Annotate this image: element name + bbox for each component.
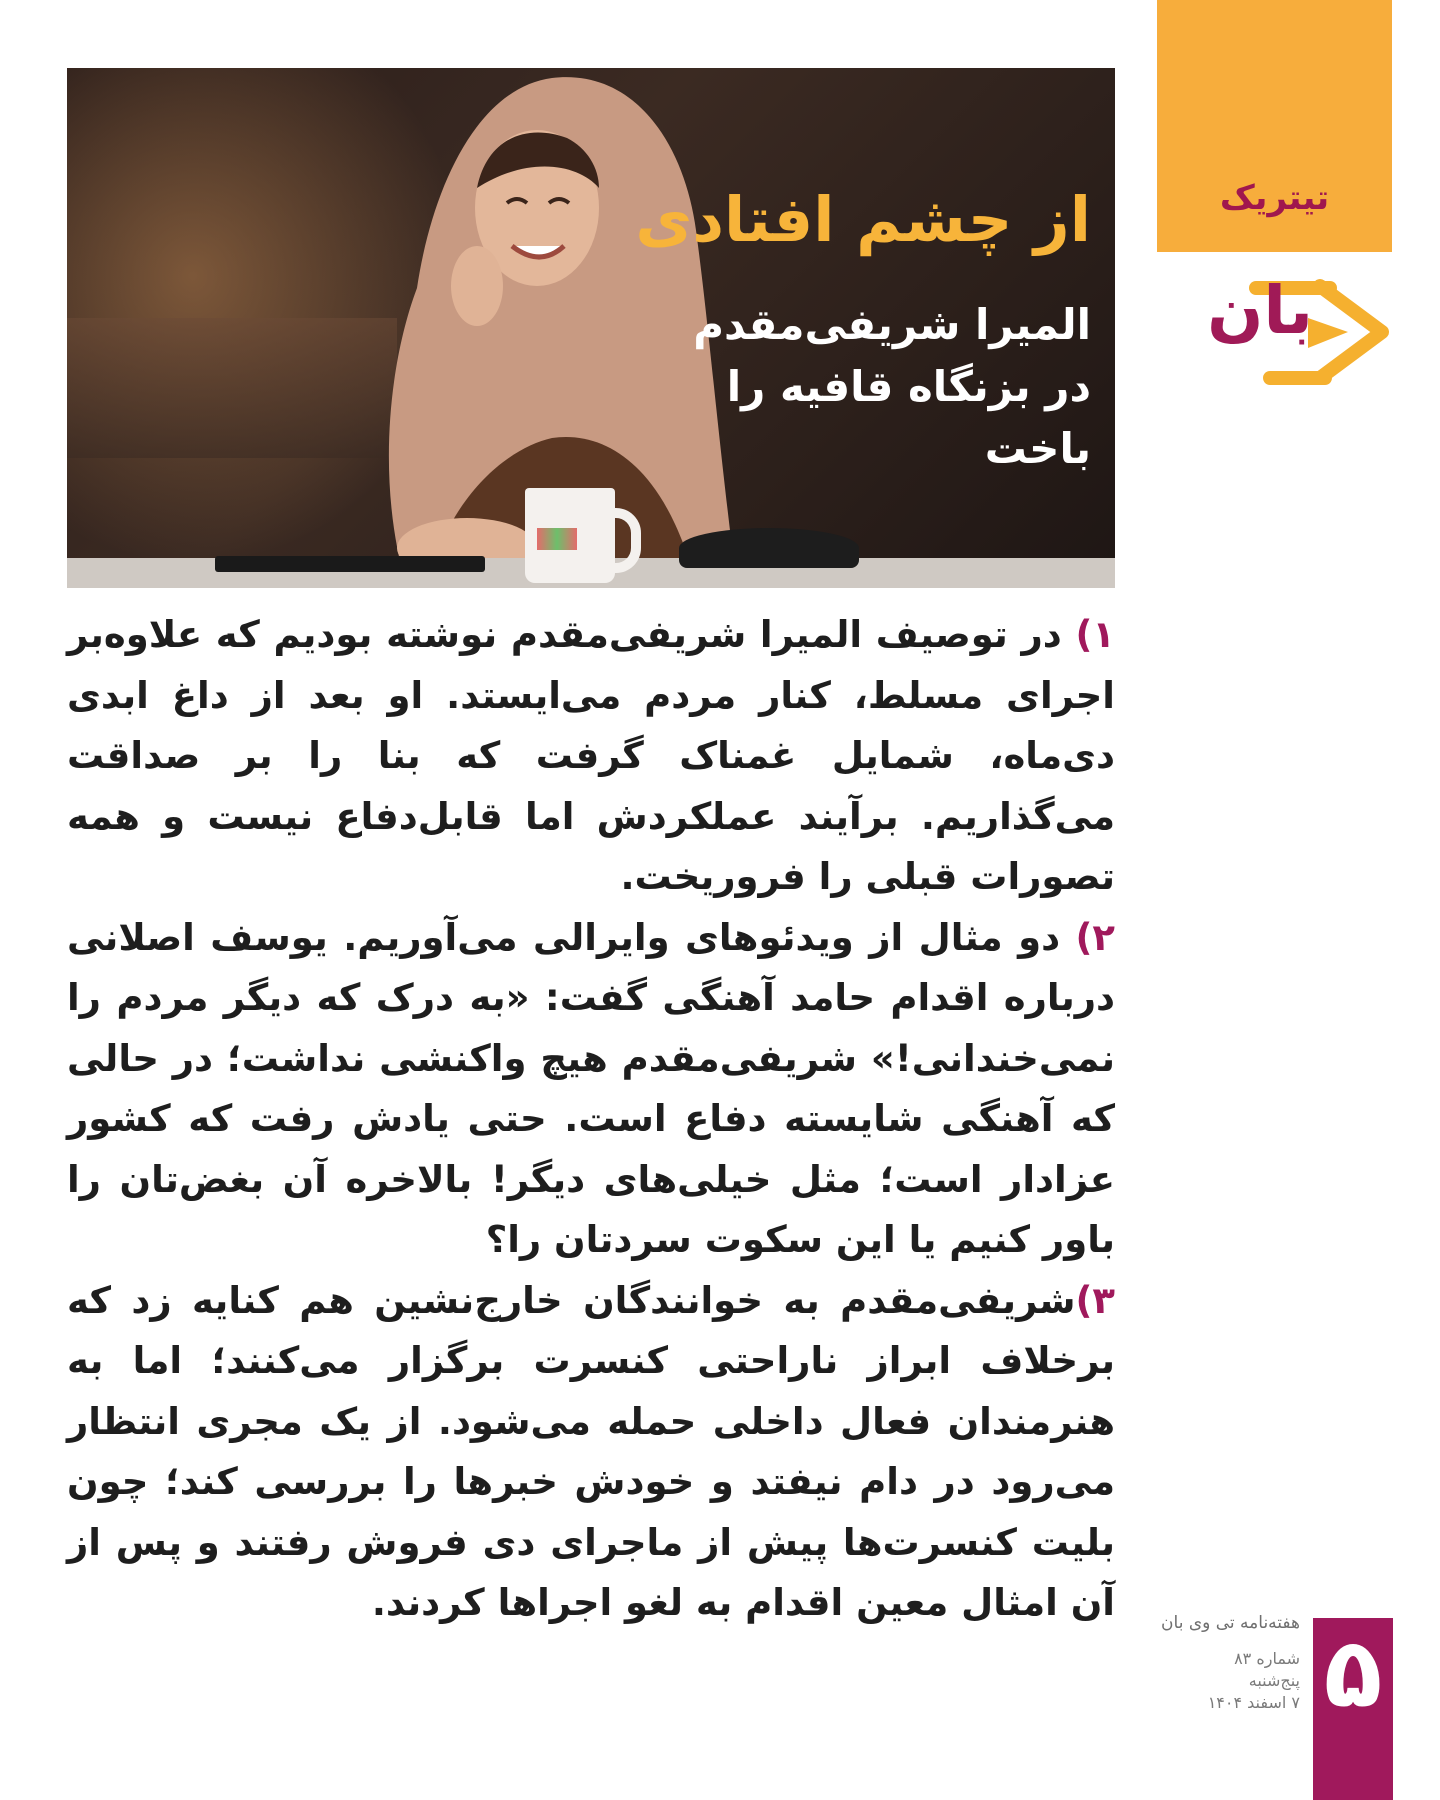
article-body xyxy=(67,605,1115,1634)
mug xyxy=(525,488,615,583)
paragraph xyxy=(67,605,1115,908)
paragraph-text: دو مثال از ویدئوهای وایرالی می‌آوریم. یوسف اصلانی درباره اقدام حامد آهنگی گفت: «به درک که دیگر مردم را نمی‌خندانی!» شریفی‌مقدم هیچ واکنشی نداشت؛ در حالی که آهنگی شایسته دفاع است. حتی یادش رفت که کشور عزادار است؛ مثل خیلی‌های دیگر! بالاخره آن بغض‌تان را باور کنیم یا این سکوت سردتان را؟ xyxy=(67,915,1115,1261)
paragraph-text: شریفی‌مقدم به خوانندگان خارج‌نشین هم کنایه زد که برخلاف ابراز ناراحتی کنسرت برگزار می‌کنند؛ اما به هنرمندان فعال داخلی حمله می‌شود. از یک مجری انتظار می‌رود در دام نیفتد و خودش خبرها را بررسی کند؛ چون بلیت کنسرت‌ها پیش از ماجرای دی فروش رفتند و پس از آن امثال معین اقدام به لغو اجراها کردند. xyxy=(67,1278,1115,1624)
headline: از چشم افتادی xyxy=(635,183,1091,256)
paragraph-number: ۲) xyxy=(1075,915,1115,959)
issue-info xyxy=(1140,1648,1300,1714)
paragraph-text: در توصیف المیرا شریفی‌مقدم نوشته بودیم که علاوه‌بر اجرای مسلط، کنار مردم می‌ایستد. او بعد از داغ ابدی دی‌ماه، شمایل غمناک گرفت که بنا را بر صداقت می‌گذاریم. برآیند عملکردش اما قابل‌دفاع نیست و همه تصورات قبلی را فروریخت. xyxy=(67,613,1115,898)
issue-number: شماره ۸۳ xyxy=(1234,1649,1300,1668)
subheadline xyxy=(671,294,1091,480)
section-tag-label: تیتریک xyxy=(1219,178,1330,218)
paragraph xyxy=(67,908,1115,1271)
notebook-on-desk xyxy=(215,556,485,572)
subheadline-line: المیرا شریفی‌مقدم xyxy=(693,300,1091,349)
hero-photo xyxy=(67,68,1115,588)
issue-weekday: پنج‌شنبه xyxy=(1248,1671,1300,1690)
page-number: ۵ xyxy=(1323,1617,1383,1729)
tvban-logo-text: بان xyxy=(1207,272,1313,349)
microphone-base xyxy=(679,528,859,568)
paragraph-number: ۱) xyxy=(1075,613,1115,656)
issue-date: ۷ اسفند ۱۴۰۴ xyxy=(1207,1693,1300,1712)
paragraph xyxy=(67,1271,1115,1634)
paragraph-number: ۳) xyxy=(1075,1278,1115,1322)
masthead: هفته‌نامه تی وی بان xyxy=(1161,1613,1300,1633)
subheadline-line: در بزنگاه قافیه را xyxy=(726,362,1091,411)
subheadline-line: باخت xyxy=(984,424,1091,473)
